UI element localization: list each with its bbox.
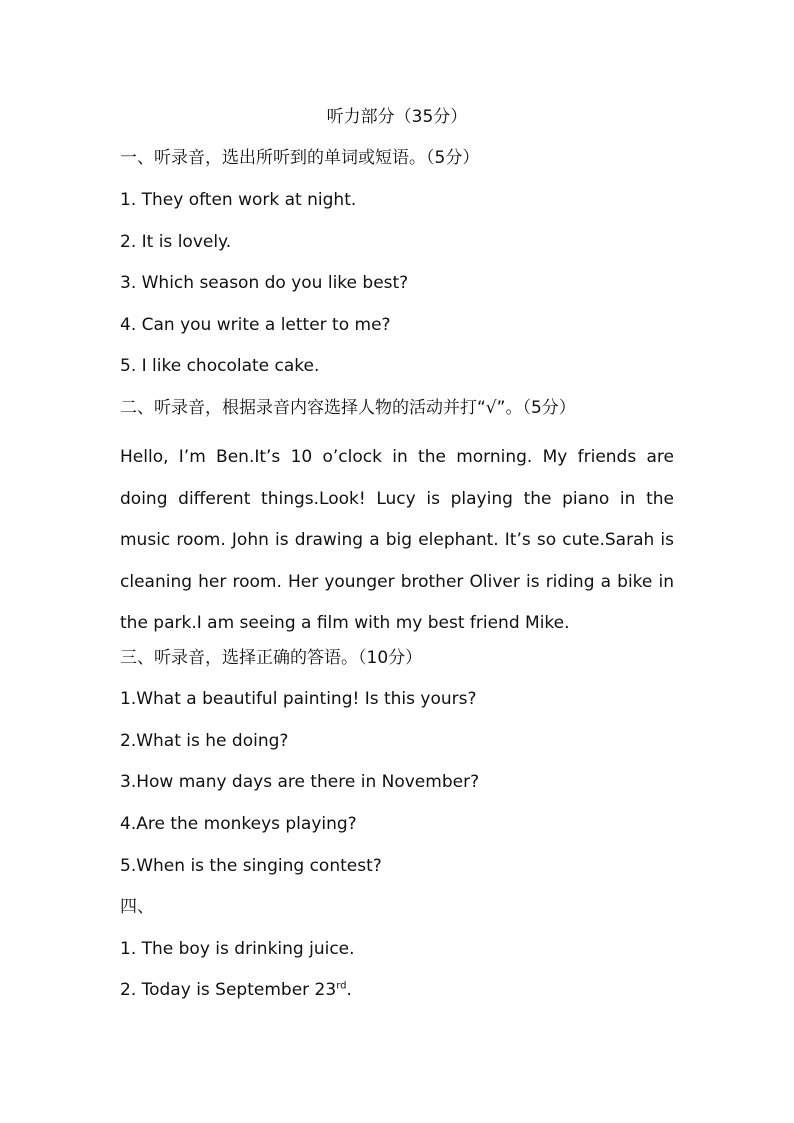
section-1-item-4: 4. Can you write a letter to me?	[120, 315, 391, 335]
section-4-item-2-text: 2. Today is September 23	[120, 980, 337, 1000]
section-3-item-3: 3.How many days are there in November?	[120, 772, 480, 792]
section-3-heading: 三、听录音，选择正确的答语。（10分）	[120, 648, 423, 668]
section-1-item-1: 1. They often work at night.	[120, 190, 357, 210]
section-3-item-2: 2.What is he doing?	[120, 731, 289, 751]
section-4-item-2	[120, 978, 352, 1002]
section-4-item-2-end: .	[346, 980, 352, 1000]
page-title: 听力部分（35分）	[326, 107, 468, 127]
section-2-heading: 二、听录音，根据录音内容选择人物的活动并打“√”。（5分）	[120, 398, 576, 418]
section-3-item-5: 5.When is the singing contest?	[120, 856, 382, 876]
section-3-item-1: 1.What a beautiful painting! Is this yours?	[120, 689, 477, 709]
section-1-item-3: 3. Which season do you like best?	[120, 273, 409, 293]
section-3-item-4: 4.Are the monkeys playing?	[120, 814, 357, 834]
ordinal-suffix: rd	[336, 980, 347, 992]
section-2-passage: Hello, I’m Ben.It’s 10 o’clock in the morning. My friends are doing different things.Look! Lucy is playing the piano in the music room. John is drawing a big elephant. It’s so cute.Sarah is cleaning her room. Her younger brother Oliver is riding a bike in the park.I am seeing a film with my best friend Mike.	[120, 447, 674, 634]
section-1-heading: 一、听录音，选出所听到的单词或短语。（5分）	[120, 148, 480, 168]
section-4-item-1: 1. The boy is drinking juice.	[120, 939, 355, 959]
section-1-item-2: 2. It is lovely.	[120, 232, 232, 252]
section-1-item-5: 5. I like chocolate cake.	[120, 356, 320, 376]
section-4-heading: 四、	[120, 897, 154, 917]
